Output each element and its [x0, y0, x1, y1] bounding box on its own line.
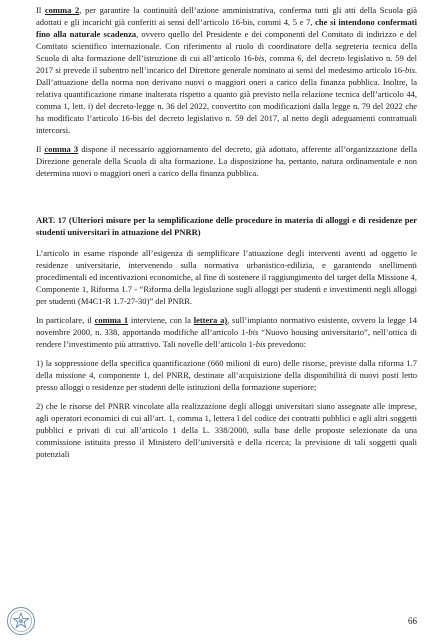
- text-run: , sull’impianto normativo esistente, ovvero la legge 14 novembre 2000, n. 338, apportando modifiche all’articolo 1-: [36, 315, 418, 337]
- lettera-a-reference: lettera a): [193, 315, 228, 325]
- text-run: dispone il necessario aggiornamento del decreto, già adottato, afferente all’organizzazione della Direzione generale della Scuola di alta formazione. La disposizione ha, pertanto, natura ordinamentale e non determina nuovi o maggiori oneri a carico della finanza pubblica.: [36, 144, 417, 178]
- comma-2-reference: comma 2: [44, 5, 80, 15]
- text-run: interviene, con la: [128, 315, 194, 325]
- text-run: prevedono:: [265, 339, 307, 349]
- list-item-1: 1) la soppressione della specifica quantificazione (660 milioni di euro) delle risorse, previste dalla riforma 1.7 della missione 4, componente 1, del PNRR, destinate all’acquisizione della disponibilità di nuovi posti letto presso alloggi o residenze per studenti delle istituzioni della formazione superiore;: [36, 358, 417, 392]
- republic-seal-icon: [6, 606, 36, 636]
- page-number: 66: [408, 616, 417, 626]
- bold-phrase: che si intendono confermati fino alla naturale scadenza: [36, 17, 417, 39]
- document-body: [36, 4, 417, 467]
- bis-italic: bis: [248, 327, 259, 337]
- section-spacer: [36, 186, 417, 214]
- paragraph-comma-3: [36, 143, 417, 179]
- comma-1-reference: comma 1: [94, 315, 129, 325]
- text-run: . Dall’attuazione della norma non derivano nuovi o maggiori oneri a carico della finanza pubblica. Inoltre, la relativa quantificazione rimane inalterata rispetto a quanto già previsto nella relazione tecnica dell’articolo 44, comma 1, lett. i) del decreto-legge n. 36 del 2022, convertito con modificazioni dalla legge n. 79 del 2022 che ha modificato l’articolo 16-bis del decreto legislativo n. 59 del 2017, al netto degli adeguamenti contrattuali intercorsi.: [36, 65, 417, 135]
- text-run: , comma 6, del decreto legislativo n. 59 del 2017 si prevede il subentro nell’incarico del Direttore generale nominato ai sensi del medesimo articolo 16-: [36, 53, 417, 75]
- list-item-2: 2) che le risorse del PNRR vincolate alla realizzazione degli alloggi universitari siano assegnate alle imprese, agli operatori economici di cui all’art. 1, comma 1, lettera l del codice dei contratti pubblici e agli altri soggetti pubblici e privati di cui all’articolo 1 della L. 338/2000, sulla base delle proposte selezionate da una commissione istituita presso il Ministero dell’università e della ricerca; la previsione di tali soggetti quali potenziali: [36, 401, 417, 459]
- paragraph-article-intro: L’articolo in esame risponde all’esigenza di semplificare l’attuazione degli interventi aventi ad oggetto le residenze universitarie, intervenendo sulla normativa urbanistico-edilizia, e garantendo snellimenti procedimentali ed incentivazioni economiche, al fine di sostenere il raggiungimento del target della Missione 4, Componente 1, Riforma 1.7 - “Riforma della legislazione sugli alloggi per studenti e investimenti negli alloggi per studenti (M4C1-R 1.7-27-30)” del PNRR.: [36, 248, 417, 306]
- article-17-heading: ART. 17 (Ulteriori misure per la semplificazione delle procedure in materia di alloggi e di residenze per studenti universitari in attuazione del PNRR): [36, 215, 417, 237]
- text-run: Il: [36, 144, 45, 154]
- text-run: In particolare, il: [36, 315, 95, 325]
- text-run: , per garantire la continuità dell’azione amministrativa, conferma tutti gli atti della Scuola già adottati e gli incarichi già conferiti ai sensi dell’articolo 16-bis, commi 4, 5 e 7,: [36, 5, 417, 27]
- bis-italic: bis: [404, 65, 415, 75]
- paragraph-comma-2: [36, 4, 417, 136]
- text-run: Il: [36, 5, 45, 15]
- comma-3-reference: comma 3: [44, 144, 79, 154]
- text-run: , ovvero quello del Presidente e dei componenti del Comitato di indirizzo e del Comitato scientifico internazionale. Con riferimento al ruolo di coordinatore della segreteria tecnica della Scuola di alta formazione dell’istruzione di cui all’articolo 16-: [36, 29, 417, 63]
- paragraph-comma-1: [36, 314, 417, 350]
- bis-italic: bis: [255, 339, 266, 349]
- bis-italic: bis: [254, 53, 265, 63]
- text-run: “Nuovo housing universitario”, nell’ottica di rendere l’investimento più attrattivo. Tali novelle dell’articolo 1-: [36, 327, 417, 349]
